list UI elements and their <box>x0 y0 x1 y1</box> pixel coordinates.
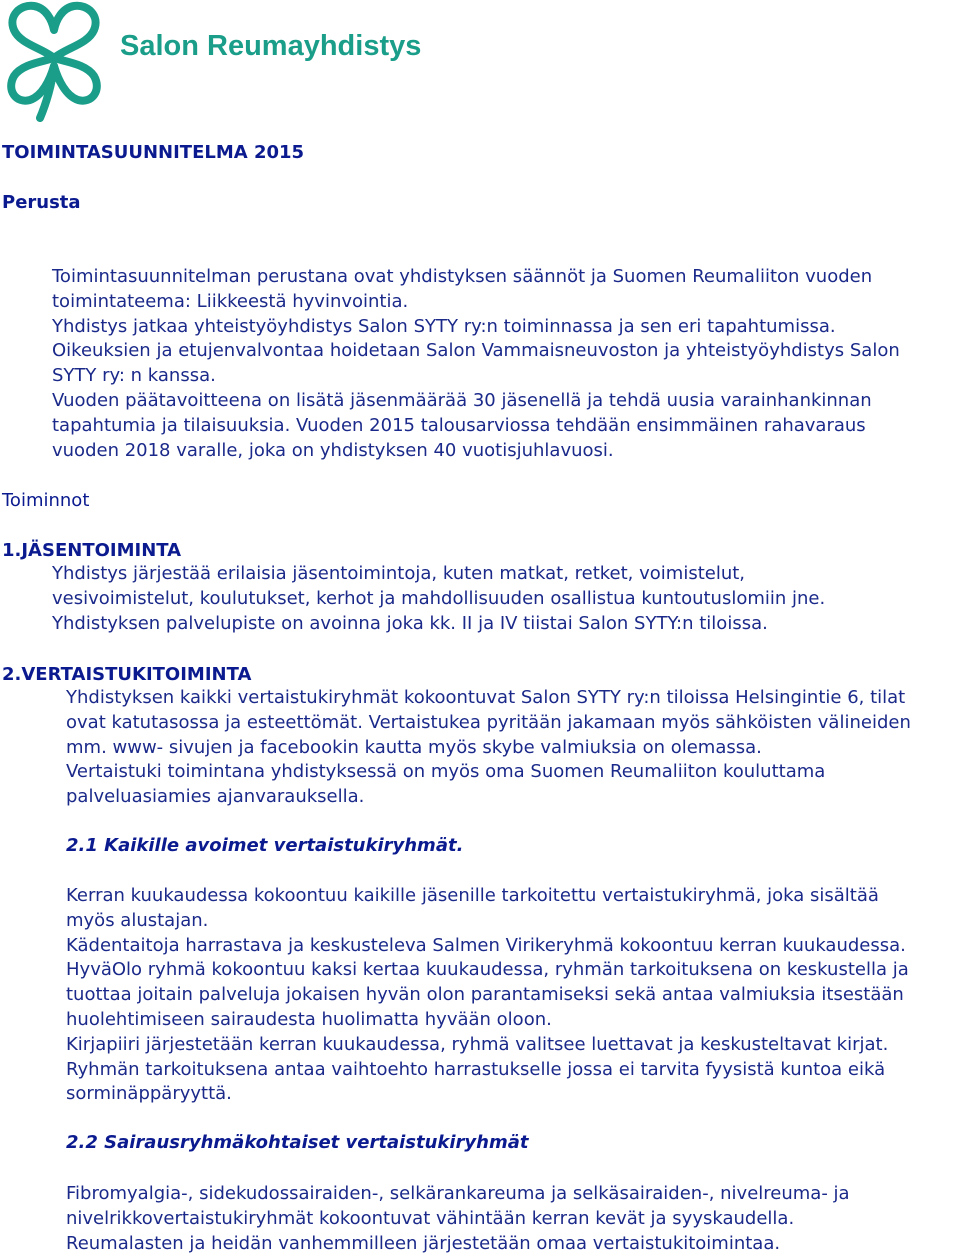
jasentoiminta-line: Yhdistyksen palvelupiste on avoinna joka kk. II ja IV tiistai Salon SYTY:n tiloissa. <box>52 612 768 634</box>
sairausryhmat-line: nivelrikkovertaistukiryhmät kokoontuvat vähintään kerran kevät ja syyskaudella. <box>66 1207 795 1229</box>
vertaistuki-line: mm. www- sivujen ja facebookin kautta myös skybe valmiuksia on olemassa. <box>66 736 762 758</box>
section-title-jasentoiminta: 1.JÄSENTOIMINTA <box>2 540 182 561</box>
document-title: TOIMINTASUUNNITELMA 2015 <box>2 142 305 163</box>
avoimet-line: myös alustajan. <box>66 909 209 931</box>
sairausryhmat-line: Reumalasten ja heidän vanhemmilleen järjestetään omaa vertaistukitoimintaa. <box>66 1232 781 1254</box>
avoimet-line: Kirjapiiri järjestetään kerran kuukaudessa, ryhmä valitsee luettavat ja keskusteltavat kirjat. <box>66 1033 889 1055</box>
vertaistuki-line: Yhdistyksen kaikki vertaistukiryhmät kokoontuvat Salon SYTY ry:n tiloissa Helsingintie 6, tilat <box>66 687 906 708</box>
vertaistuki-line: palveluasiamies ajanvarauksella. <box>66 786 365 808</box>
jasentoiminta-paragraph <box>52 562 825 636</box>
perusta-paragraph <box>52 265 900 463</box>
vertaistuki-line: ovat katutasossa ja esteettömät. Vertaistukea pyritään jakamaan myös sähköisten välineiden <box>66 711 911 733</box>
jasentoiminta-line: vesivoimistelut, koulutukset, kerhot ja mahdollisuuden osallistua kuntoutuslomiin jne. <box>52 587 826 609</box>
heading-perusta: Perusta <box>2 192 81 213</box>
org-name: Salon Reumayhdistys <box>120 30 422 62</box>
vertaistuki-line: Vertaistuki toimintana yhdistyksessä on myös oma Suomen Reumaliiton kouluttama <box>66 761 826 783</box>
sairausryhmat-paragraph <box>66 1182 850 1256</box>
perusta-line: Toimintasuunnitelman perustana ovat yhdistyksen säännöt ja Suomen Reumaliiton vuoden <box>52 266 873 287</box>
avoimet-line: HyväOlo ryhmä kokoontuu kaksi kertaa kuukaudessa, ryhmän tarkoituksena on keskustella ja <box>66 959 909 981</box>
sairausryhmat-line: Fibromyalgia-, sidekudossairaiden-, selkärankareuma ja selkäsairaiden-, nivelreuma- ja <box>66 1183 850 1204</box>
perusta-line: vuoden 2018 varalle, joka on yhdistyksen 40 vuotisjuhlavuosi. <box>52 439 614 461</box>
avoimet-line: sorminäppäryyttä. <box>66 1083 232 1105</box>
perusta-line: Oikeuksien ja etujenvalvontaa hoidetaan Salon Vammaisneuvoston ja yhteistyöyhdistys Salon <box>52 340 900 362</box>
perusta-line: SYTY ry: n kanssa. <box>52 365 216 387</box>
clover-logo-icon <box>2 0 106 122</box>
subsection-title-sairausryhmat: 2.2 Sairausryhmäkohtaiset vertaistukiryhmät <box>66 1132 529 1153</box>
perusta-line: Vuoden päätavoitteena on lisätä jäsenmäärää 30 jäsenellä ja tehdä uusia varainhankinnan <box>52 389 872 411</box>
jasentoiminta-line: Yhdistys järjestää erilaisia jäsentoimintoja, kuten matkat, retket, voimistelut, <box>52 563 746 584</box>
avoimet-line: huolehtimiseen sairaudesta huolimatta hyvään oloon. <box>66 1008 552 1030</box>
perusta-line: tapahtumia ja tilaisuuksia. Vuoden 2015 talousarviossa tehdään ensimmäinen rahavaraus <box>52 414 866 436</box>
section-title-vertaistukitoiminta: 2.VERTAISTUKITOIMINTA <box>2 664 252 685</box>
avoimet-paragraph <box>66 884 909 1107</box>
avoimet-line: tuottaa joitain palveluja jokaisen hyvän olon parantamiseksi sekä antaa valmiuksia itsestään <box>66 984 904 1006</box>
subsection-title-avoimet: 2.1 Kaikille avoimet vertaistukiryhmät. <box>66 835 464 856</box>
perusta-line: toimintateema: Liikkeestä hyvinvointia. <box>52 290 409 312</box>
perusta-line: Yhdistys jatkaa yhteistyöyhdistys Salon SYTY ry:n toiminnassa ja sen eri tapahtumissa. <box>52 315 836 337</box>
avoimet-line: Kädentaitoja harrastava ja keskusteleva Salmen Virikeryhmä kokoontuu kerran kuukaudessa. <box>66 934 906 956</box>
vertaistukitoiminta-paragraph <box>66 686 911 810</box>
avoimet-line: Kerran kuukaudessa kokoontuu kaikille jäsenille tarkoitettu vertaistukiryhmä, joka sisältää <box>66 885 879 906</box>
heading-toiminnot: Toiminnot <box>2 490 90 511</box>
avoimet-line: Ryhmän tarkoituksena antaa vaihtoehto harrastukselle jossa ei tarvita fyysistä kuntoa eikä <box>66 1058 886 1080</box>
